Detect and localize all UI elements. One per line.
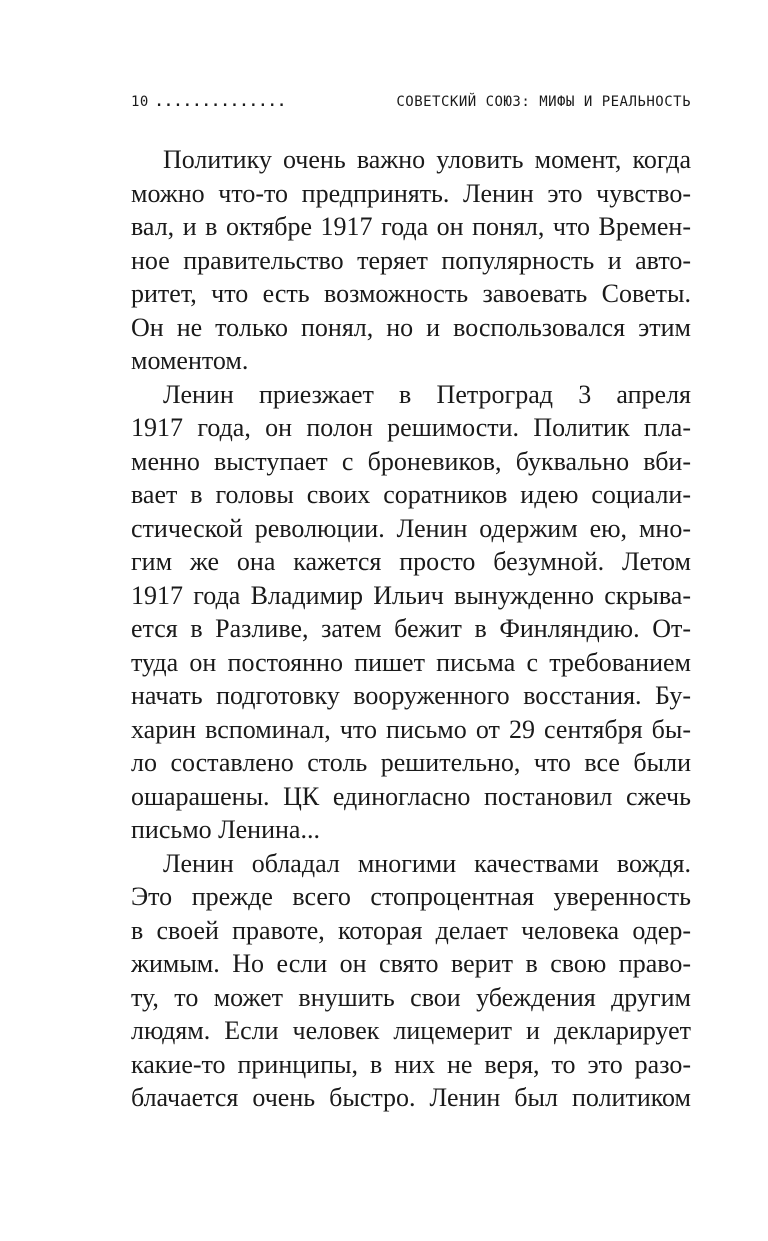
text-line: гим же она кажется просто безумной. Летом: [131, 547, 691, 576]
text-line: 1917 года Владимир Ильич вынужденно скрыва-: [131, 580, 691, 610]
text-line: ется в Разливе, затем бежит в Финляндию. От-: [131, 614, 691, 643]
dot-leader: ..............: [154, 94, 287, 110]
text-line: вал, и в октябре 1917 года он понял, что Времен-: [131, 212, 691, 241]
text-line: можно что-то предпринять. Ленин это чувство-: [131, 178, 691, 208]
text-line: блачается очень быстро. Ленин был политиком: [131, 1083, 691, 1112]
text-line: Он не только понял, но и воспользовался этим: [131, 312, 691, 342]
text-line: письмо Ленина...: [131, 815, 320, 844]
text-line: какие-то принципы, в них не веря, то это разо-: [131, 1049, 691, 1079]
text-line: моментом.: [131, 346, 249, 375]
text-line: Политику очень важно уловить момент, когда: [163, 145, 691, 174]
paragraph: [131, 847, 691, 1115]
text-line: Это прежде всего стопроцентная уверенность: [131, 882, 691, 911]
text-line: ное правительство теряет популярность и авто-: [131, 245, 691, 275]
text-line: ту, то может внушить свои убеждения другим: [131, 982, 691, 1012]
text-line: ошарашены. ЦК единогласно постановил сжечь: [131, 781, 691, 811]
text-line: жимым. Но если он свято верит в свою право-: [131, 949, 691, 978]
text-line: начать подготовку вооруженного восстания. Бу-: [131, 681, 691, 710]
text-line: туда он постоянно пишет письма с требованием: [131, 647, 691, 677]
text-line: ло составлено столь решительно, что все были: [131, 748, 691, 777]
text-line: вает в головы своих соратников идею социали-: [131, 480, 691, 509]
text-line: в своей правоте, которая делает человека одер-: [131, 915, 691, 945]
body-text: [131, 143, 691, 1115]
text-line: харин вспоминал, что письмо от 29 сентября бы-: [131, 714, 691, 744]
text-line: стической революции. Ленин одержим ею, мно-: [131, 513, 691, 543]
text-line: 1917 года, он полон решимости. Политик пла-: [131, 413, 691, 442]
text-line: Ленин приезжает в Петроград 3 апреля: [163, 379, 691, 409]
text-line: людям. Если человек лицемерит и декларирует: [131, 1016, 691, 1045]
running-header: [131, 91, 691, 113]
paragraph: [131, 378, 691, 847]
text-line: менно выступает с броневиков, буквально вби-: [131, 446, 691, 476]
paragraph: [131, 143, 691, 378]
book-title: СОВЕТСКИЙ СОЮЗ: МИФЫ И РЕАЛЬНОСТЬ: [396, 94, 691, 110]
text-line: Ленин обладал многими качествами вождя.: [163, 848, 691, 878]
page-number: 10: [131, 94, 149, 110]
text-line: ритет, что есть возможность завоевать Советы.: [131, 279, 691, 308]
